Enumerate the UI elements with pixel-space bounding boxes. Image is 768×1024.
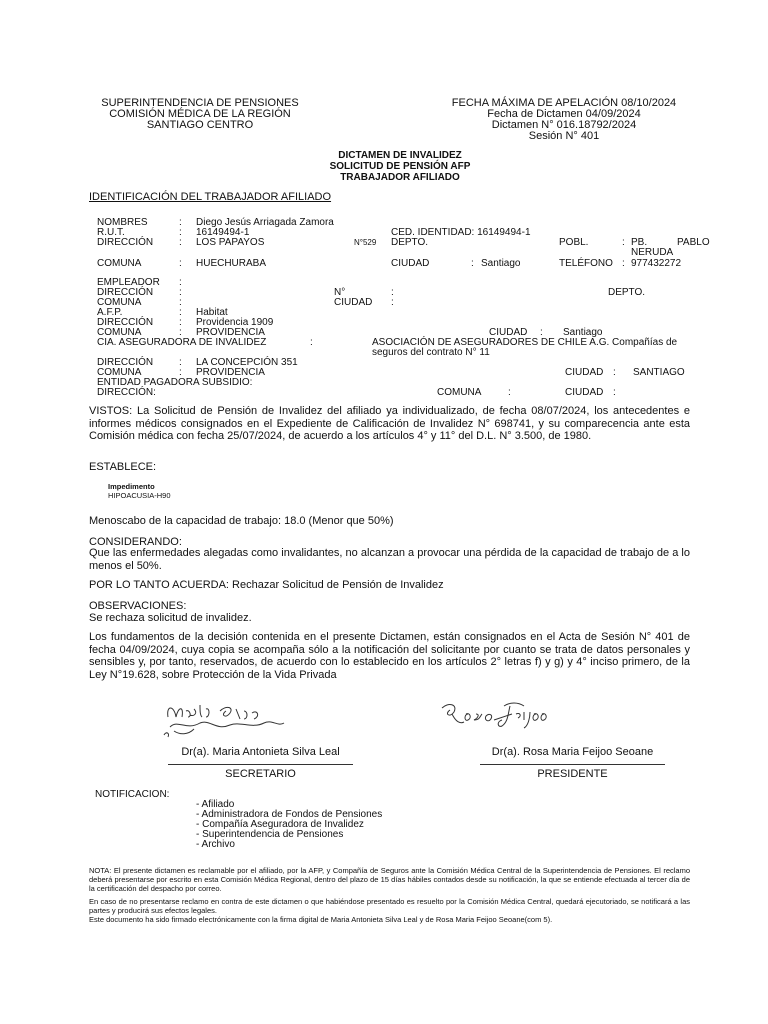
colon: : xyxy=(310,337,313,348)
comuna-label: COMUNA xyxy=(97,258,142,269)
cia-comuna-label: COMUNA xyxy=(97,367,142,378)
colon: : xyxy=(471,258,474,269)
cia-value-line-1: ASOCIACIÓN DE ASEGURADORES DE CHILE A.G. Compañías de xyxy=(372,337,678,348)
empleador-numero-label: N° xyxy=(334,287,346,298)
colon: : xyxy=(613,367,616,378)
cia-value-line-2: seguros del contrato N° 11 xyxy=(372,347,490,358)
cia-ciudad-label: CIUDAD xyxy=(565,367,604,378)
pobl-value-1: PB. xyxy=(631,237,648,248)
pobl-label: POBL. xyxy=(559,237,589,248)
cia-comuna-value: PROVIDENCIA xyxy=(196,367,265,378)
nota-reclamo: NOTA: El presente dictamen es reclamable por el afiliado, por la AFP, y Compañía de Seguros ante la Comisión Médica Central de la Superintendencia de Pensiones. El reclamo deberá presentarse por escrito en esta Comisión Médica Regional, dentro del plazo de 15 días hábiles contados desde su notificación, la que se entiende efectuada al tercer día de la certificación del despacho por correo. xyxy=(89,866,690,893)
nota-ejecutoriado: En caso de no presentarse reclamo en contra de este dictamen o que habiéndose presentado es resuelto por la Comisión Médica Central, quedará ejecutoriado, se notificará a las partes y producirá sus efectos legales. xyxy=(89,897,690,915)
impedimento-label: Impedimento xyxy=(108,482,155,491)
notificacion-label: NOTIFICACION: xyxy=(95,789,170,800)
colon: : xyxy=(622,258,625,269)
observaciones-text: Se rechaza solicitud de invalidez. xyxy=(89,612,252,624)
colon: : xyxy=(179,217,182,228)
colon: : xyxy=(508,387,511,398)
direccion-value: LOS PAPAYOS xyxy=(196,237,265,248)
direccion-label: DIRECCIÓN xyxy=(97,237,154,248)
entidad-comuna-label: COMUNA xyxy=(437,387,482,398)
pobl-value-3: NERUDA xyxy=(631,247,674,258)
entidad-pagadora-label: ENTIDAD PAGADORA SUBSIDIO: xyxy=(97,377,253,388)
title-line-3: TRABAJADOR AFILIADO xyxy=(340,172,460,183)
considerando-text: Que las enfermedades alegadas como invalidantes, no alcanzan a provocar una pérdida de la capacidad de trabajo de a lo menos el 50%. xyxy=(89,547,690,572)
colon: : xyxy=(179,297,182,308)
presidente-role: PRESIDENTE xyxy=(537,768,608,780)
colon: : xyxy=(540,327,543,338)
cia-label: CIA. ASEGURADORA DE INVALIDEZ xyxy=(97,337,267,348)
afp-direccion-value: Providencia 1909 xyxy=(196,317,274,328)
empleador-comuna-label: COMUNA xyxy=(97,297,142,308)
pobl-value-2: PABLO xyxy=(677,237,710,248)
empleador-label: EMPLEADOR xyxy=(97,277,160,288)
ciudad-value: Santiago xyxy=(481,258,521,269)
colon: : xyxy=(179,277,182,288)
rut-value: 16149494-1 xyxy=(196,227,250,238)
colon: : xyxy=(179,258,182,269)
colon: : xyxy=(179,227,182,238)
afp-direccion-label: DIRECCIÓN xyxy=(97,317,154,328)
entidad-direccion-label: DIRECCIÓN: xyxy=(97,387,156,398)
colon: : xyxy=(179,317,182,328)
depto-label: DEPTO. xyxy=(391,237,429,248)
entidad-ciudad-label: CIUDAD xyxy=(565,387,604,398)
ced-identidad: CED. IDENTIDAD: 16149494-1 xyxy=(391,227,531,238)
nombres-value: Diego Jesús Arriagada Zamora xyxy=(196,217,334,228)
empleador-ciudad-label: CIUDAD xyxy=(334,297,373,308)
fundamentos-paragraph: Los fundamentos de la decisión contenida en el presente Dictamen, están consignados en el Acta de Sesión N° 401 de fecha 04/09/2024, cuya copia se acompaña sólo a la notificación del solicitante por cuanto se trata de datos personales y sensibles y, por tanto, reservados, de acuerdo con lo establecido en los artículos 2° letras f) y g) y 4° inciso primero, de la Ley N°19.628, sobre Protección de la Vida Privada xyxy=(89,631,690,681)
presidente-name: Dr(a). Rosa Maria Feijoo Seoane xyxy=(491,746,654,758)
list-item: - Compañía Aseguradora de Invalidez xyxy=(196,819,364,830)
secretario-role: SECRETARIO xyxy=(225,768,296,780)
fecha-dictamen: Fecha de Dictamen 04/09/2024 xyxy=(487,108,641,120)
empleador-depto-label: DEPTO. xyxy=(608,287,646,298)
rut-label: R.U.T. xyxy=(97,227,125,238)
title-line-2: SOLICITUD DE PENSIÓN AFP xyxy=(329,161,471,172)
header-left-line-2: COMISIÓN MÉDICA DE LA REGIÓN xyxy=(109,108,291,120)
section-title: IDENTIFICACIÓN DEL TRABAJADOR AFILIADO xyxy=(89,191,332,203)
title-line-1: DICTAMEN DE INVALIDEZ xyxy=(338,150,462,161)
colon: : xyxy=(622,237,625,248)
colon: : xyxy=(179,327,182,338)
colon: : xyxy=(391,287,394,298)
list-item: - Administradora de Fondos de Pensiones xyxy=(196,809,383,820)
list-item: - Archivo xyxy=(196,839,235,850)
colon: : xyxy=(179,237,182,248)
telefono-label: TELÉFONO xyxy=(559,258,613,269)
numero-dictamen: Dictamen N° 016.18792/2024 xyxy=(491,119,637,131)
signature-silva-image xyxy=(160,697,290,739)
nota-firma-digital: Este documento ha sido firmado electrónicamente con la firma digital de Maria Antonieta Silva Leal y de Rosa Maria Feijoo Seoane(com 5). xyxy=(89,915,553,924)
acuerda: POR LO TANTO ACUERDA: Rechazar Solicitud de Pensión de Invalidez xyxy=(89,579,444,591)
impedimento-value: HIPOACUSIA-H90 xyxy=(108,491,171,500)
afp-value: Habitat xyxy=(196,307,228,318)
menoscabo: Menoscabo de la capacidad de trabajo: 18.0 (Menor que 50%) xyxy=(89,515,394,527)
colon: : xyxy=(179,307,182,318)
empleador-direccion-label: DIRECCIÓN xyxy=(97,287,154,298)
cia-ciudad-value: SANTIAGO xyxy=(633,367,685,378)
list-item: - Afiliado xyxy=(196,799,235,810)
nombres-label: NOMBRES xyxy=(97,217,148,228)
afp-label: A.F.P. xyxy=(97,307,123,318)
secretario-name: Dr(a). Maria Antonieta Silva Leal xyxy=(181,746,340,758)
signature-feijoo-image xyxy=(438,700,550,732)
numero-sesion: Sesión N° 401 xyxy=(528,130,600,142)
afp-ciudad-value: Santiago xyxy=(563,327,603,338)
cia-direccion-value: LA CONCEPCIÓN 351 xyxy=(196,357,298,368)
colon: : xyxy=(179,367,182,378)
signature-line-right xyxy=(480,764,665,765)
header-left-line-3: SANTIAGO CENTRO xyxy=(146,119,254,131)
afp-comuna-label: COMUNA xyxy=(97,327,142,338)
colon: : xyxy=(391,297,394,308)
colon: : xyxy=(179,287,182,298)
list-item: - Superintendencia de Pensiones xyxy=(196,829,344,840)
considerando-label: CONSIDERANDO: xyxy=(89,536,182,548)
colon: : xyxy=(179,357,182,368)
observaciones-label: OBSERVACIONES: xyxy=(89,600,187,612)
comuna-value: HUECHURABA xyxy=(196,258,267,269)
telefono-value: 977432272 xyxy=(631,258,682,269)
ciudad-label: CIUDAD xyxy=(391,258,430,269)
establece-label: ESTABLECE: xyxy=(89,461,157,473)
afp-comuna-value: PROVIDENCIA xyxy=(196,327,265,338)
colon: : xyxy=(613,387,616,398)
signature-line-left xyxy=(168,764,353,765)
afp-ciudad-label: CIUDAD xyxy=(489,327,528,338)
cia-direccion-label: DIRECCIÓN xyxy=(97,357,154,368)
fecha-maxima-apelacion: FECHA MÁXIMA DE APELACIÓN 08/10/2024 xyxy=(451,97,677,109)
header-left-line-1: SUPERINTENDENCIA DE PENSIONES xyxy=(101,97,299,109)
vistos-paragraph: VISTOS: La Solicitud de Pensión de Invalidez del afiliado ya individualizado, de fecha 08/07/2024, los antecedentes e informes médicos consignados en el Expediente de Calificación de Invalidez N° 698741, y su comparecencia ante esta Comisión médica con fecha 25/07/2024, de acuerdo a los artículos 4° y 11° del D.L. N° 3.500, de 1980. xyxy=(89,405,690,442)
direccion-numero: N°529 xyxy=(354,238,377,247)
